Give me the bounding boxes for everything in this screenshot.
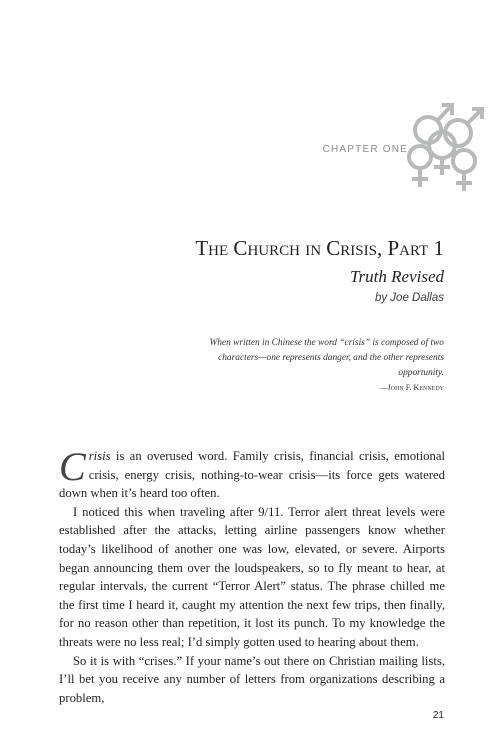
body-paragraph: So it is with “crises.” If your name’s out there on Christian mailing lists, I’ll bet you receive any number of letters from organizations describing a problem, [59,653,445,705]
page-number: 21 [432,710,444,721]
chapter-title-text: The Church in Crisis, Part 1 [195,236,444,260]
body-paragraph: I noticed this when traveling after 9/11. Terror alert threat levels were established after the attacks, letting airline passengers know whether today’s likelihood of another one was low, elevated, or severe. Airports began announcing them over the loudspeakers, so to fly meant to hear, at regular intervals, the current “Terror Alert” status. The phrase chilled me the first time I heard it, caught my attention the next few trips, then finally, for no reason other than repetition, it lost its punch. To my knowledge the threats were no less real; I’d simply gotten used to hearing about them. [59,504,445,649]
chapter-title [195,236,444,261]
interlocking-gender-symbols-icon [398,95,490,200]
epigraph-attribution: —John F. Kennedy [379,383,444,392]
body-paragraph [59,444,445,503]
body-text [59,444,445,707]
lead-in-word: risis [88,449,111,463]
paragraph-text: is an overused word. Family crisis, financial crisis, emotional crisis, energy crisis, nothing-to-wear crisis—its force gets watered down when it’s heard too often. [59,449,445,501]
chapter-subtitle: Truth Revised [350,267,444,286]
drop-cap: C [59,444,86,489]
author-byline: by Joe Dallas [374,292,444,304]
chapter-label: CHAPTER ONE [322,144,408,155]
epigraph-quote: When written in Chinese the word “crisis” is composed of two characters—one represents danger, and the other represents opportunity. [209,338,444,378]
